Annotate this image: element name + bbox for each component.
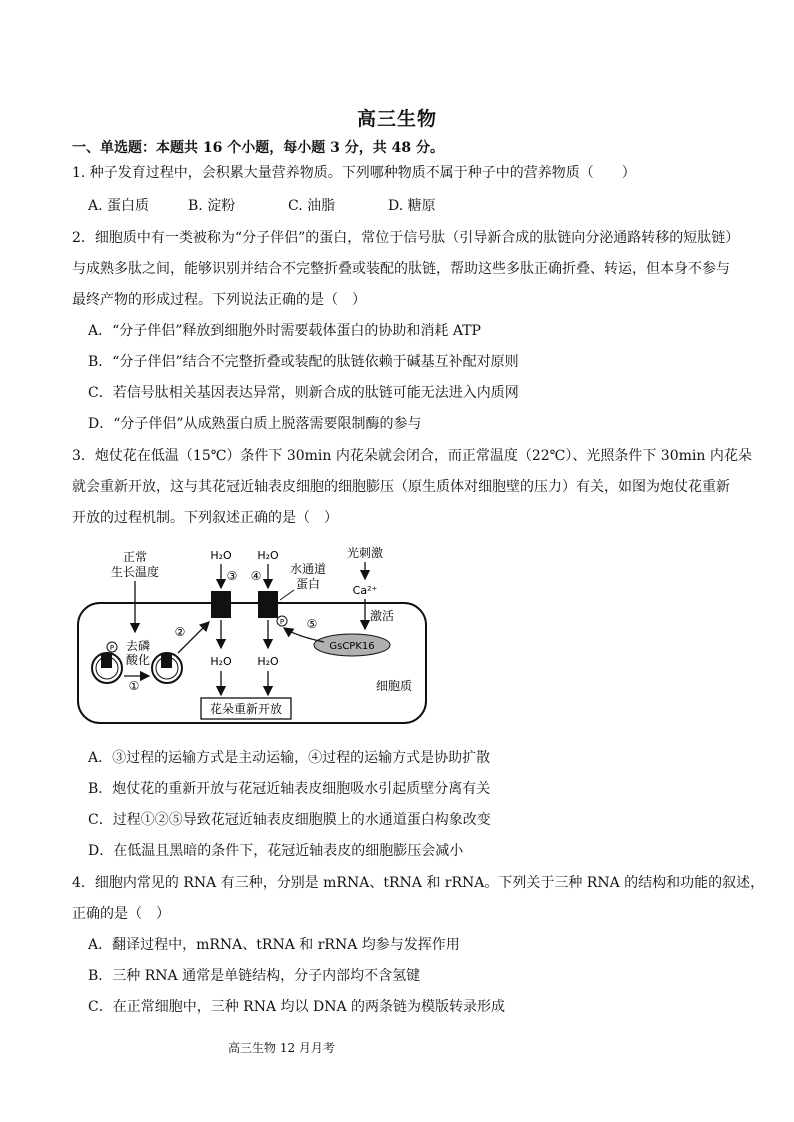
q3-option-c: C．过程①②⑤导致花冠近轴表皮细胞膜上的水通道蛋白构象改变	[88, 812, 491, 828]
q1-option-c: C. 油脂	[288, 198, 336, 214]
h2o-bottom-4: H₂O	[257, 655, 279, 668]
q1-option-b: B. 淀粉	[188, 198, 236, 214]
h2o-bottom-3: H₂O	[210, 655, 232, 668]
h2o-top-4: H₂O	[257, 549, 279, 562]
q3-option-d: D．在低温且黑暗的条件下，花冠近轴表皮的细胞膨压会减小	[88, 843, 464, 859]
q4-stem-line-1: 4．细胞内常见的 RNA 有三种，分别是 mRNA、tRNA 和 rRNA。下列关于三种 RNA 的结构和功能的叙述，	[72, 875, 765, 891]
aquaporin-3	[211, 591, 231, 618]
step-3-label: ③	[226, 569, 238, 583]
aquaporin-label-1: 水通道	[289, 562, 327, 576]
label-normal-temp-2: 生长温度	[110, 565, 160, 579]
section-heading: 一、单选题：本题共 16 个小题，每小题 3 分，共 48 分。	[72, 140, 444, 156]
step-5-label: ⑤	[306, 617, 318, 631]
calcium-label: Ca²⁺	[352, 584, 378, 597]
phosphate-label-2: P	[279, 618, 285, 626]
step-4-label: ④	[250, 569, 262, 583]
q3-option-a: A．③过程的运输方式是主动运输，④过程的运输方式是协助扩散	[88, 750, 491, 766]
q4-option-c: C．在正常细胞中，三种 RNA 均以 DNA 的两条链为模版转录形成	[88, 999, 505, 1015]
q2-stem-line-2: 与成熟多肽之间，能够识别并结合不完整折叠或装配的肽链，帮助这些多肽正确折叠、转运，但本身不参与	[72, 261, 730, 277]
q2-stem-line-1: 2．细胞质中有一类被称为“分子伴侣”的蛋白，常位于信号肽（引导新合成的肽链向分泌通路转移的短肽链）	[72, 230, 740, 246]
page-footer: 高三生物 12 月月考	[228, 1041, 335, 1055]
light-stimulus-label: 光刺激	[346, 546, 384, 560]
q2-option-a: A．“分子伴侣”释放到细胞外时需要载体蛋白的协助和消耗 ATP	[88, 323, 481, 339]
q2-option-d: D．“分子伴侣”从成熟蛋白质上脱落需要限制酶的参与	[88, 416, 422, 432]
page-title: 高三生物	[356, 108, 437, 130]
q4-stem-line-2: 正确的是（ ）	[72, 906, 170, 922]
q3-diagram	[72, 540, 434, 730]
step-1-label: ①	[128, 679, 140, 693]
q3-stem-line-2: 就会重新开放，这与其花冠近轴表皮细胞的细胞膨压（原生质体对细胞壁的压力）有关，如图为炮仗花重新	[72, 479, 730, 495]
q3-stem-line-3: 开放的过程机制。下列叙述正确的是（ ）	[72, 510, 338, 526]
q1-options	[88, 196, 748, 216]
h2o-top-3: H₂O	[210, 549, 232, 562]
aquaporin-label-2: 蛋白	[295, 577, 321, 591]
step-2-label: ②	[174, 625, 186, 639]
q2-option-c: C．若信号肽相关基因表达异常，则新合成的肽链可能无法进入内质网	[88, 385, 519, 401]
q3-stem-line-1: 3．炮仗花在低温（15℃）条件下 30min 内花朵就会闭合，而正常温度（22℃）、光照条件下 30min 内花朵	[72, 448, 752, 464]
phosphate-label-1: P	[109, 644, 115, 652]
dephos-label-1: 去磷	[125, 639, 151, 653]
enzyme-label: GsCPK16	[329, 641, 375, 652]
q4-option-a: A．翻译过程中，mRNA、tRNA 和 rRNA 均参与发挥作用	[88, 937, 460, 953]
reopen-label: 花朵重新开放	[209, 702, 283, 716]
cytoplasm-label: 细胞质	[375, 679, 413, 693]
q2-stem-line-3: 最终产物的形成过程。下列说法正确的是（ ）	[72, 292, 366, 308]
q1-stem: 1. 种子发育过程中，会积累大量营养物质。下列哪种物质不属于种子中的营养物质（ ）	[72, 165, 636, 181]
q2-option-b: B．“分子伴侣”结合不完整折叠或装配的肽链依赖于碱基互补配对原则	[88, 354, 519, 370]
dephos-label-2: 酸化	[125, 653, 151, 667]
q3-option-b: B．炮仗花的重新开放与花冠近轴表皮细胞吸水引起质壁分离有关	[88, 781, 491, 797]
q4-option-b: B．三种 RNA 通常是单链结构，分子内部均不含氢键	[88, 968, 421, 984]
q1-option-a: A. 蛋白质	[88, 198, 150, 214]
aquaporin-4	[258, 591, 278, 618]
activate-label: 激活	[369, 609, 395, 623]
q1-option-d: D. 糖原	[388, 198, 436, 214]
label-normal-temp-1: 正常	[122, 550, 148, 564]
